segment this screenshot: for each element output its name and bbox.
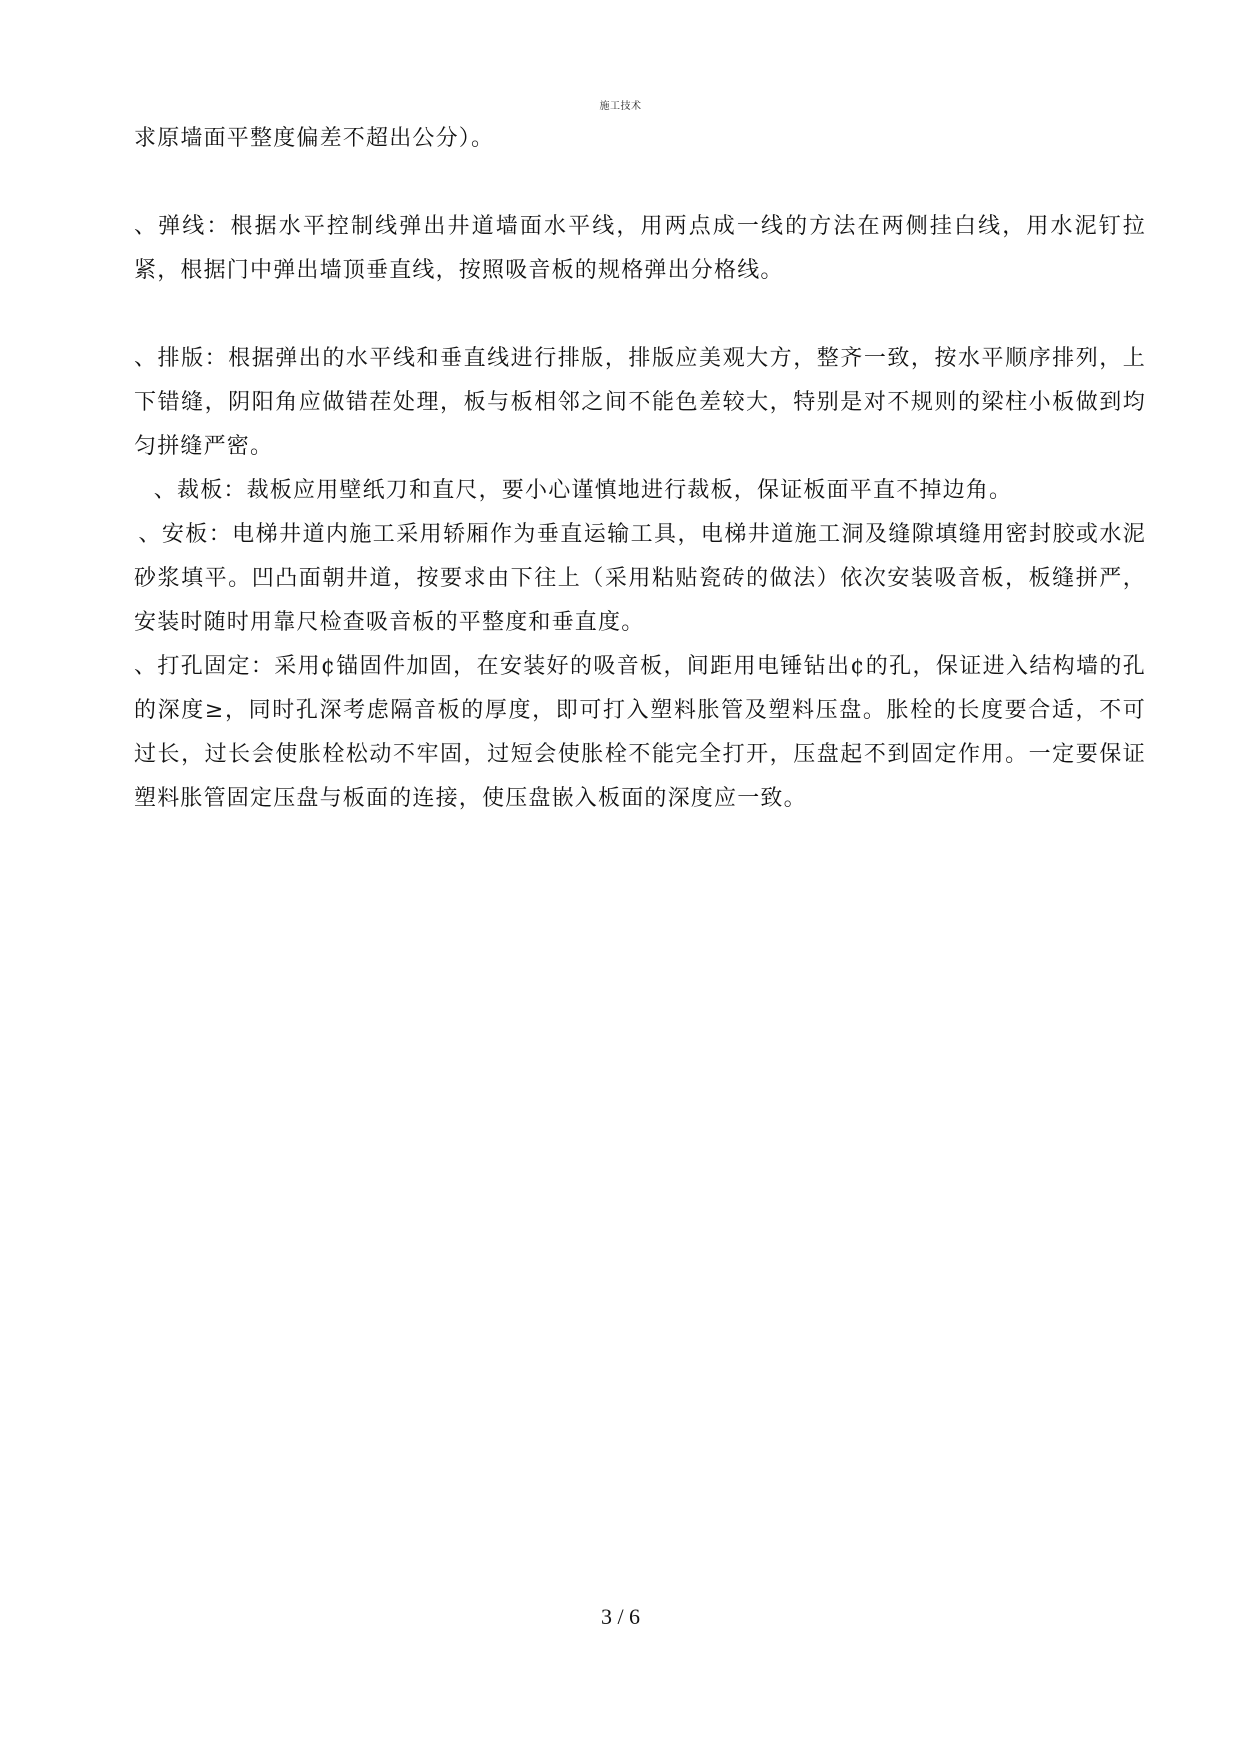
paragraph-drilling-fixing: 、打孔固定：采用¢锚固件加固，在安装好的吸音板，间距用电锤钻出¢的孔，保证进入结构墙的孔的深度≥，同时孔深考虑隔音板的厚度，即可打入塑料胀管及塑料压盘。胀栓的长度要合适，不可过长，过长会使胀栓松动不牢固，过短会使胀栓不能完全打开，压盘起不到固定作用。一定要保证塑料胀管固定压盘与板面的连接，使压盘嵌入板面的深度应一致。 — [134, 654, 1146, 811]
paragraph-line-marking: 、弹线：根据水平控制线弹出井道墙面水平线，用两点成一线的方法在两侧挂白线，用水泥钉拉紧，根据门中弹出墙顶垂直线，按照吸音板的规格弹出分格线。 — [134, 214, 1146, 283]
document-body — [134, 117, 1146, 821]
page-number: 3 / 6 — [600, 1604, 641, 1629]
paragraph-layout: 、排版：根据弹出的水平线和垂直线进行排版，排版应美观大方，整齐一致，按水平顺序排列，上下错缝，阴阳角应做错茬处理，板与板相邻之间不能色差较大，特别是对不规则的梁柱小板做到均匀拼缝严密。 — [134, 346, 1146, 459]
paragraph-cutting: 、裁板：裁板应用壁纸刀和直尺，要小心谨慎地进行裁板，保证板面平直不掉边角。 — [153, 478, 1013, 503]
page-header: 施工技术 — [599, 101, 642, 112]
paragraph-installation: 、安板：电梯井道内施工采用轿厢作为垂直运输工具，电梯井道施工洞及缝隙填缝用密封胶或水泥砂浆填平。凹凸面朝井道，按要求由下往上（采用粘贴瓷砖的做法）依次安装吸音板，板缝拼严，安装时随时用靠尺检查吸音板的平整度和垂直度。 — [134, 522, 1146, 635]
paragraph-continuation: 求原墙面平整度偏差不超出公分）。 — [134, 126, 495, 151]
